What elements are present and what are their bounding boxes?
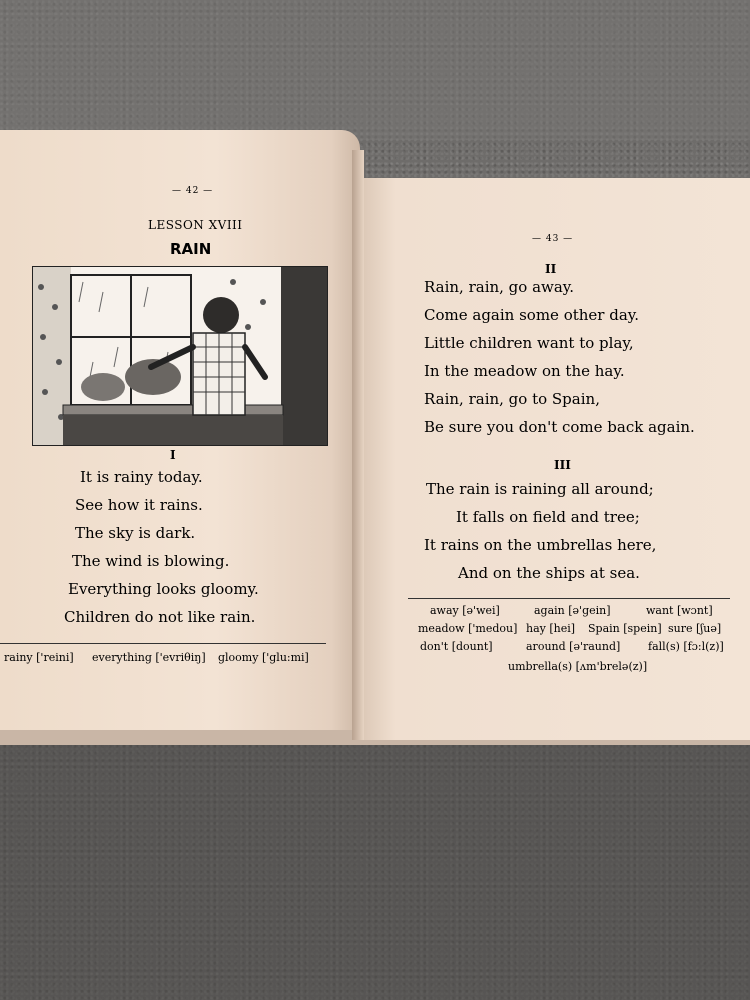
poem-i-line-2: See how it rains. bbox=[75, 496, 203, 514]
poem-iii-line-1: The rain is raining all around; bbox=[426, 480, 654, 498]
carpet-background-bottom bbox=[0, 745, 750, 1000]
poem-ii-line-6: Be sure you don't come back again. bbox=[424, 418, 695, 436]
poem-ii-line-5: Rain, rain, go to Spain, bbox=[424, 390, 600, 408]
poem-i-line-3: The sky is dark. bbox=[75, 524, 196, 542]
poem-iii-line-4: And on the ships at sea. bbox=[458, 564, 640, 582]
vocab-around: around [ə'raund] bbox=[526, 640, 621, 653]
section-iii-heading: III bbox=[554, 458, 571, 472]
vocab-umbrellas: umbrella(s) [ʌm'brelə(z)] bbox=[508, 660, 648, 673]
vocab-meadow: meadow ['medou] bbox=[418, 622, 518, 635]
left-page-number: — 42 — bbox=[172, 186, 214, 196]
section-ii-heading: II bbox=[545, 262, 557, 276]
section-i-heading: I bbox=[170, 448, 176, 462]
vocab-falls: fall(s) [fɔ:l(z)] bbox=[648, 640, 724, 653]
left-vocab-divider bbox=[0, 643, 326, 644]
vocab-away: away [ə'wei] bbox=[430, 604, 500, 617]
vocab-everything: everything ['evriθiŋ] bbox=[92, 651, 206, 664]
poem-i-line-6: Children do not like rain. bbox=[64, 608, 256, 626]
poem-ii-line-2: Come again some other day. bbox=[424, 306, 640, 324]
poem-iii-line-2: It falls on field and tree; bbox=[456, 508, 640, 526]
vocab-want: want [wɔnt] bbox=[646, 604, 713, 617]
right-page-number: — 43 — bbox=[532, 234, 574, 244]
book-gutter bbox=[352, 150, 364, 740]
vocab-rainy: rainy ['reini] bbox=[4, 651, 74, 664]
vocab-hay: hay [hei] bbox=[526, 622, 576, 635]
poem-i-line-1: It is rainy today. bbox=[80, 468, 203, 486]
vocab-spain: Spain [spein] bbox=[588, 622, 662, 635]
poem-iii-line-3: It rains on the umbrellas here, bbox=[424, 536, 657, 554]
carpet-background-top bbox=[0, 0, 750, 140]
right-vocab-divider bbox=[408, 598, 730, 599]
vocab-gloomy: gloomy ['glu:mi] bbox=[218, 651, 309, 664]
poem-ii-line-4: In the meadow on the hay. bbox=[424, 362, 625, 380]
lesson-heading: LESSON XVIII bbox=[148, 218, 243, 232]
poem-i-line-5: Everything looks gloomy. bbox=[68, 580, 259, 598]
vocab-again: again [ə'gein] bbox=[534, 604, 611, 617]
poem-ii-line-3: Little children want to play, bbox=[424, 334, 634, 352]
vocab-dont: don't [dount] bbox=[420, 640, 493, 653]
rain-window-illustration bbox=[32, 266, 328, 446]
lesson-title: RAIN bbox=[170, 240, 212, 258]
vocab-sure: sure [ʃuə] bbox=[668, 622, 722, 635]
poem-i-line-4: The wind is blowing. bbox=[72, 552, 230, 570]
poem-ii-line-1: Rain, rain, go away. bbox=[424, 278, 575, 296]
